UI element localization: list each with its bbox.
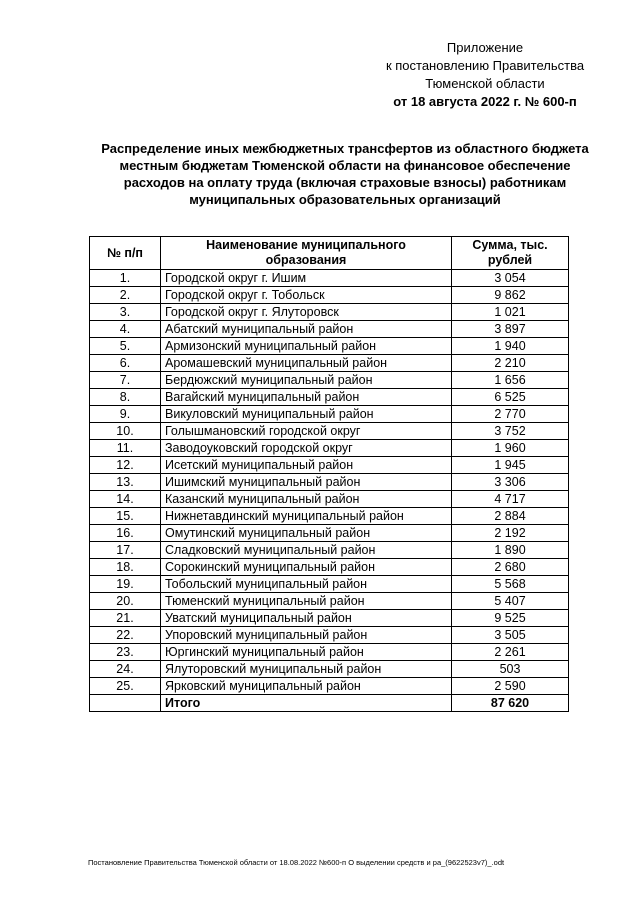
- row-amount: 2 884: [452, 508, 569, 525]
- row-number: 15.: [90, 508, 161, 525]
- row-number: 5.: [90, 338, 161, 355]
- row-number: 2.: [90, 287, 161, 304]
- table-row: [90, 491, 569, 508]
- table-row: [90, 321, 569, 338]
- header-num: № п/п: [90, 237, 161, 270]
- row-number: 3.: [90, 304, 161, 321]
- appendix-region: Тюменской области: [425, 76, 545, 91]
- row-municipality: Сладковский муниципальный район: [161, 542, 452, 559]
- table-row: [90, 678, 569, 695]
- distribution-table: [89, 236, 569, 712]
- row-municipality: Омутинский муниципальный район: [161, 525, 452, 542]
- table-row: [90, 474, 569, 491]
- table-row: [90, 593, 569, 610]
- row-number: 24.: [90, 661, 161, 678]
- appendix-label: Приложение: [446, 40, 524, 55]
- row-number: 13.: [90, 474, 161, 491]
- table-row: [90, 440, 569, 457]
- row-number: 8.: [90, 389, 161, 406]
- row-municipality: Вагайский муниципальный район: [161, 389, 452, 406]
- row-municipality: Уватский муниципальный район: [161, 610, 452, 627]
- table-row: [90, 610, 569, 627]
- table-row: [90, 644, 569, 661]
- row-amount: 1 656: [452, 372, 569, 389]
- table-row: [90, 542, 569, 559]
- row-amount: 2 590: [452, 678, 569, 695]
- row-number: 21.: [90, 610, 161, 627]
- row-municipality: Юргинский муниципальный район: [161, 644, 452, 661]
- row-amount: 6 525: [452, 389, 569, 406]
- table-header-row: [90, 237, 569, 270]
- row-amount: 3 752: [452, 423, 569, 440]
- appendix-block: [360, 39, 610, 111]
- header-sum: Сумма, тыс. рублей: [452, 237, 569, 270]
- row-amount: 2 192: [452, 525, 569, 542]
- row-amount: 3 897: [452, 321, 569, 338]
- row-amount: 5 568: [452, 576, 569, 593]
- row-municipality: Армизонский муниципальный район: [161, 338, 452, 355]
- row-amount: 3 054: [452, 270, 569, 287]
- row-amount: 2 680: [452, 559, 569, 576]
- footer-file-info: Постановление Правительства Тюменской области от 18.08.2022 №600-п О выделении средств и ра_(9622523v7)_.odt: [88, 858, 505, 867]
- row-municipality: Заводоуковский городской округ: [161, 440, 452, 457]
- row-number: 16.: [90, 525, 161, 542]
- row-number: 9.: [90, 406, 161, 423]
- table-body: [90, 270, 569, 712]
- row-number: 18.: [90, 559, 161, 576]
- row-number: 17.: [90, 542, 161, 559]
- table-row: [90, 627, 569, 644]
- document-title: Распределение иных межбюджетных трансфертов из областного бюджета местным бюджетам Тюменской области на финансовое обеспечение расходов на оплату труда (включая страховые взносы) работникам муниципальных образовательных организаций: [101, 141, 589, 207]
- row-number: 12.: [90, 457, 161, 474]
- table-row: [90, 355, 569, 372]
- table-row: [90, 661, 569, 678]
- row-amount: 1 960: [452, 440, 569, 457]
- table-row: [90, 525, 569, 542]
- row-amount: 2 261: [452, 644, 569, 661]
- row-number: 20.: [90, 593, 161, 610]
- row-municipality: Аромашевский муниципальный район: [161, 355, 452, 372]
- row-municipality: Тобольский муниципальный район: [161, 576, 452, 593]
- appendix-date-number: от 18 августа 2022 г. № 600-п: [393, 94, 577, 109]
- row-municipality: Упоровский муниципальный район: [161, 627, 452, 644]
- row-municipality: Ялуторовский муниципальный район: [161, 661, 452, 678]
- row-amount: 9 862: [452, 287, 569, 304]
- row-municipality: Ярковский муниципальный район: [161, 678, 452, 695]
- row-municipality: Тюменский муниципальный район: [161, 593, 452, 610]
- row-number: 4.: [90, 321, 161, 338]
- row-number: 23.: [90, 644, 161, 661]
- total-empty-cell: [90, 695, 161, 712]
- row-number: 19.: [90, 576, 161, 593]
- row-number: 6.: [90, 355, 161, 372]
- table-total-row: [90, 695, 569, 712]
- row-amount: 2 210: [452, 355, 569, 372]
- row-municipality: Казанский муниципальный район: [161, 491, 452, 508]
- table-row: [90, 389, 569, 406]
- table-row: [90, 457, 569, 474]
- table-row: [90, 423, 569, 440]
- row-municipality: Городской округ г. Ишим: [161, 270, 452, 287]
- row-amount: 1 021: [452, 304, 569, 321]
- table-row: [90, 559, 569, 576]
- header-name: Наименование муниципального образования: [161, 237, 452, 270]
- total-label: Итого: [161, 695, 452, 712]
- appendix-resolution: к постановлению Правительства: [385, 58, 585, 73]
- row-amount: 503: [452, 661, 569, 678]
- row-number: 7.: [90, 372, 161, 389]
- row-amount: 3 505: [452, 627, 569, 644]
- row-municipality: Викуловский муниципальный район: [161, 406, 452, 423]
- row-number: 14.: [90, 491, 161, 508]
- row-amount: 1 890: [452, 542, 569, 559]
- row-amount: 5 407: [452, 593, 569, 610]
- row-amount: 1 945: [452, 457, 569, 474]
- row-number: 10.: [90, 423, 161, 440]
- table-row: [90, 576, 569, 593]
- table-row: [90, 287, 569, 304]
- row-municipality: Нижнетавдинский муниципальный район: [161, 508, 452, 525]
- row-municipality: Ишимский муниципальный район: [161, 474, 452, 491]
- table-row: [90, 270, 569, 287]
- row-number: 1.: [90, 270, 161, 287]
- row-municipality: Бердюжский муниципальный район: [161, 372, 452, 389]
- row-number: 11.: [90, 440, 161, 457]
- total-amount: 87 620: [452, 695, 569, 712]
- table-row: [90, 304, 569, 321]
- table-row: [90, 338, 569, 355]
- row-municipality: Исетский муниципальный район: [161, 457, 452, 474]
- row-municipality: Городской округ г. Ялуторовск: [161, 304, 452, 321]
- row-municipality: Сорокинский муниципальный район: [161, 559, 452, 576]
- row-amount: 9 525: [452, 610, 569, 627]
- row-municipality: Абатский муниципальный район: [161, 321, 452, 338]
- table-row: [90, 372, 569, 389]
- row-amount: 3 306: [452, 474, 569, 491]
- table-row: [90, 406, 569, 423]
- table-row: [90, 508, 569, 525]
- row-municipality: Городской округ г. Тобольск: [161, 287, 452, 304]
- row-number: 25.: [90, 678, 161, 695]
- row-number: 22.: [90, 627, 161, 644]
- row-municipality: Голышмановский городской округ: [161, 423, 452, 440]
- row-amount: 4 717: [452, 491, 569, 508]
- row-amount: 2 770: [452, 406, 569, 423]
- row-amount: 1 940: [452, 338, 569, 355]
